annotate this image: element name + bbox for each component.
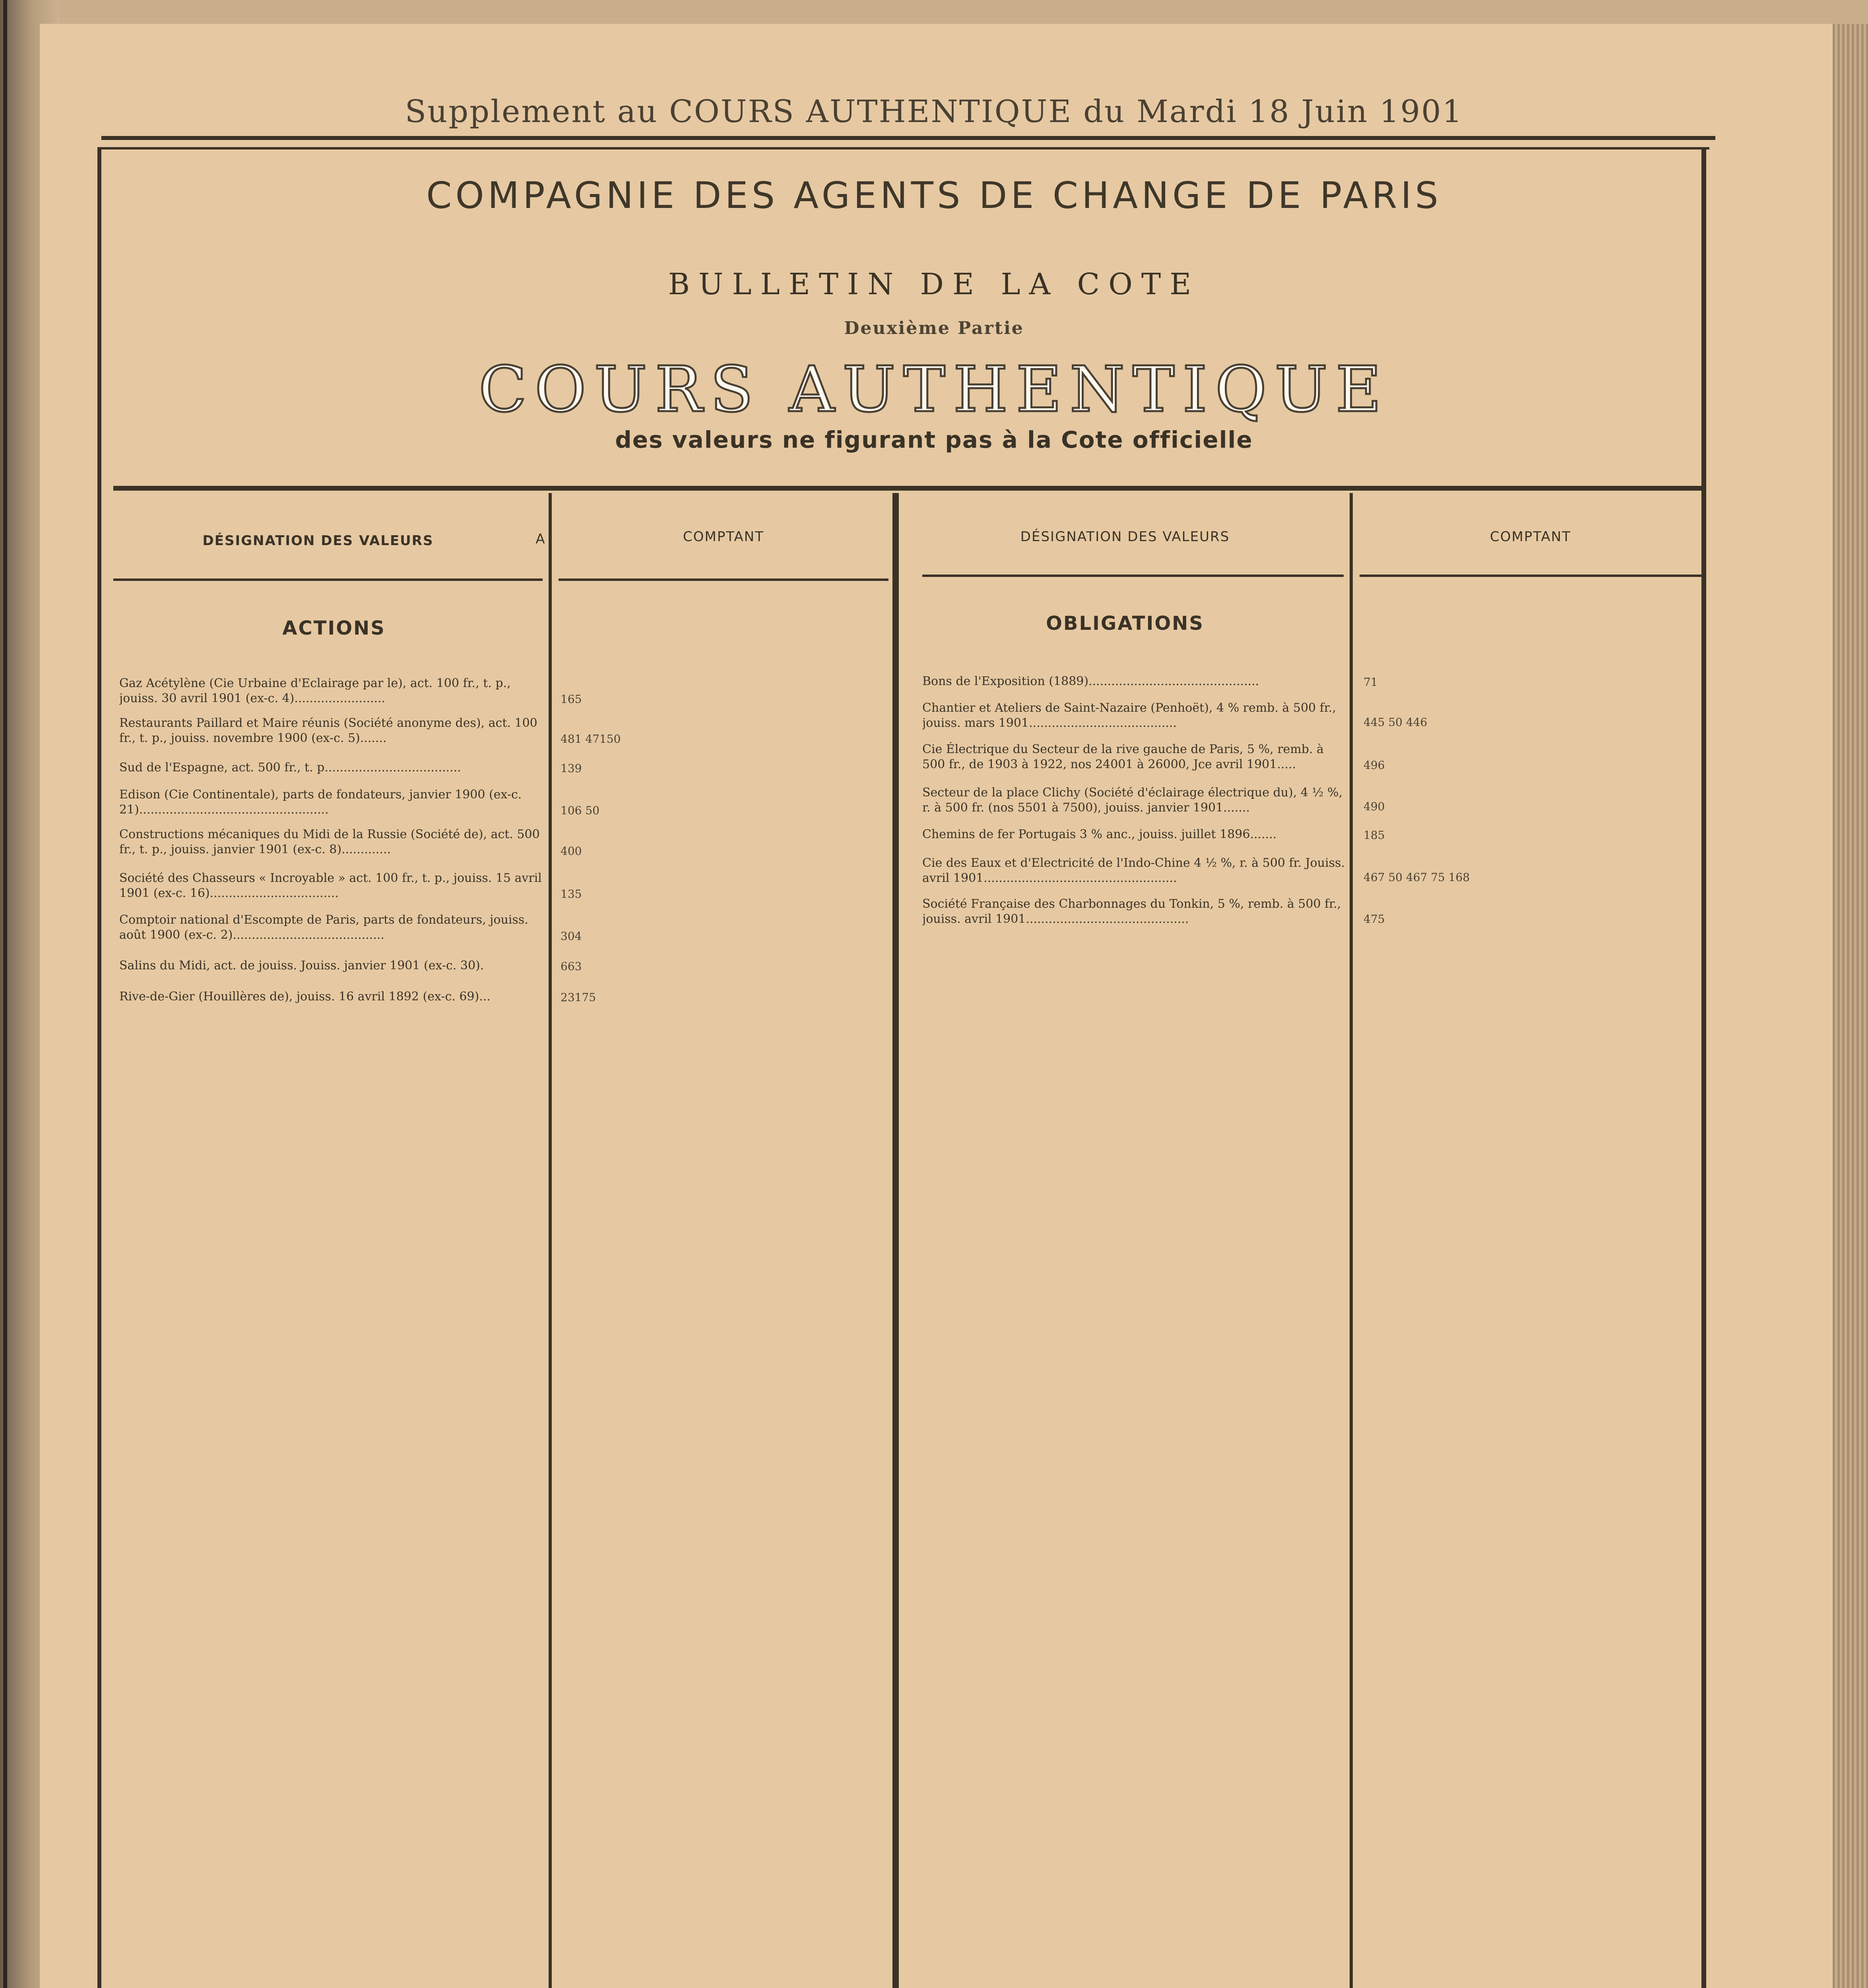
action-entry: Comptoir national d'Escompte de Paris, parts de fondateurs, jouiss. août 1900 (ex-c. 2)........................................ xyxy=(119,913,528,942)
header-underline-1 xyxy=(113,579,543,581)
header-mark-a: A xyxy=(535,531,546,547)
partie-label: Deuxième Partie xyxy=(844,318,1024,338)
col-divider-center xyxy=(892,493,899,1988)
compagnie-title: COMPAGNIE DES AGENTS DE CHANGE DE PARIS xyxy=(426,174,1442,217)
table-top-rule xyxy=(113,486,1703,491)
obligation-price: 467 50 467 75 168 xyxy=(1364,871,1470,884)
designation-header-right: DÉSIGNATION DES VALEURS xyxy=(1020,529,1230,545)
obligation-entry: Chantier et Ateliers de Saint-Nazaire (Penhoët), 4 % remb. à 500 fr., jouiss. mars 1901....................................... xyxy=(922,701,1336,730)
col-divider-3 xyxy=(1350,493,1353,1988)
action-price: 304 xyxy=(561,930,582,943)
action-price: 165 xyxy=(561,693,582,706)
action-price: 135 xyxy=(561,887,582,901)
obligation-price: 445 50 446 xyxy=(1364,716,1428,729)
header-rule xyxy=(101,136,1715,140)
page-subtitle: des valeurs ne figurant pas à la Cote officielle xyxy=(615,426,1253,453)
obligation-price: 71 xyxy=(1364,676,1378,689)
bulletin-title: BULLETIN DE LA COTE xyxy=(668,267,1200,301)
action-entry: Restaurants Paillard et Maire réunis (Société anonyme des), act. 100 fr., t. p., jouiss. novembre 1900 (ex-c. 5)....... xyxy=(119,716,537,745)
action-price: 400 xyxy=(561,845,582,858)
supplement-line: Supplement au COURS AUTHENTIQUE du Mardi 18 Juin 1901 xyxy=(405,94,1463,130)
obligation-entry: Cie Électrique du Secteur de la rive gauche de Paris, 5 %, remb. à 500 fr., de 1903 à 1922, nos 24001 à 26000, Jce avril 1901..... xyxy=(922,742,1324,771)
header-underline-3 xyxy=(922,575,1344,577)
obligation-price: 490 xyxy=(1364,800,1385,813)
obligation-entry: Secteur de la place Clichy (Société d'éclairage électrique du), 4 ½ %, r. à 500 fr. (nos 5501 à 7500), jouiss. janvier 1901....... xyxy=(922,786,1343,815)
action-price: 481 47150 xyxy=(561,732,621,746)
action-price: 663 xyxy=(561,960,582,973)
obligation-entry: Chemins de fer Portugais 3 % anc., jouiss. juillet 1896....... xyxy=(922,827,1277,841)
header-underline-2 xyxy=(559,579,888,581)
page-title: COURS AUTHENTIQUE xyxy=(479,353,1389,426)
obligation-price: 475 xyxy=(1364,912,1385,926)
obligation-entry: Cie des Eaux et d'Electricité de l'Indo-Chine 4 ½ %, r. à 500 fr. Jouiss. avril 1901................................................... xyxy=(922,856,1345,885)
action-entry: Salins du Midi, act. de jouiss. Jouiss. janvier 1901 (ex-c. 30). xyxy=(119,959,484,973)
frame-top xyxy=(97,147,1709,149)
action-entry: Gaz Acétylène (Cie Urbaine d'Eclairage par le), act. 100 fr., t. p., jouiss. 30 avril 1901 (ex-c. 4)........................ xyxy=(119,676,511,705)
comptant-header-left: COMPTANT xyxy=(683,529,764,545)
actions-title: ACTIONS xyxy=(282,617,386,639)
action-entry: Sud de l'Espagne, act. 500 fr., t. p.................................... xyxy=(119,761,461,775)
action-price: 139 xyxy=(561,762,582,775)
action-price: 106 50 xyxy=(561,804,599,817)
action-entry: Constructions mécaniques du Midi de la Russie (Société de), act. 500 fr., t. p., jouiss. janvier 1901 (ex-c. 8)............. xyxy=(119,827,540,856)
obligation-price: 185 xyxy=(1364,829,1385,842)
action-entry: Rive-de-Gier (Houillères de), jouiss. 16 avril 1892 (ex-c. 69)... xyxy=(119,990,491,1004)
obligation-entry: Bons de l'Exposition (1889)............................................. xyxy=(922,674,1259,688)
comptant-header-right: COMPTANT xyxy=(1490,529,1571,545)
col-divider-1 xyxy=(549,493,552,1988)
obligation-entry: Société Française des Charbonnages du Tonkin, 5 %, remb. à 500 fr., jouiss. avril 1901........................................... xyxy=(922,897,1341,926)
header-underline-4 xyxy=(1360,575,1701,577)
action-price: 23175 xyxy=(561,991,596,1004)
obligations-title: OBLIGATIONS xyxy=(1046,612,1204,635)
designation-header-left: DÉSIGNATION DES VALEURS xyxy=(202,533,434,549)
action-entry: Edison (Cie Continentale), parts de fondateurs, janvier 1900 (ex-c. 21).................................................. xyxy=(119,788,522,817)
obligation-price: 496 xyxy=(1364,759,1385,772)
action-entry: Société des Chasseurs « Incroyable » act. 100 fr., t. p., jouiss. 15 avril 1901 (ex-c. 16).................................. xyxy=(119,871,542,900)
